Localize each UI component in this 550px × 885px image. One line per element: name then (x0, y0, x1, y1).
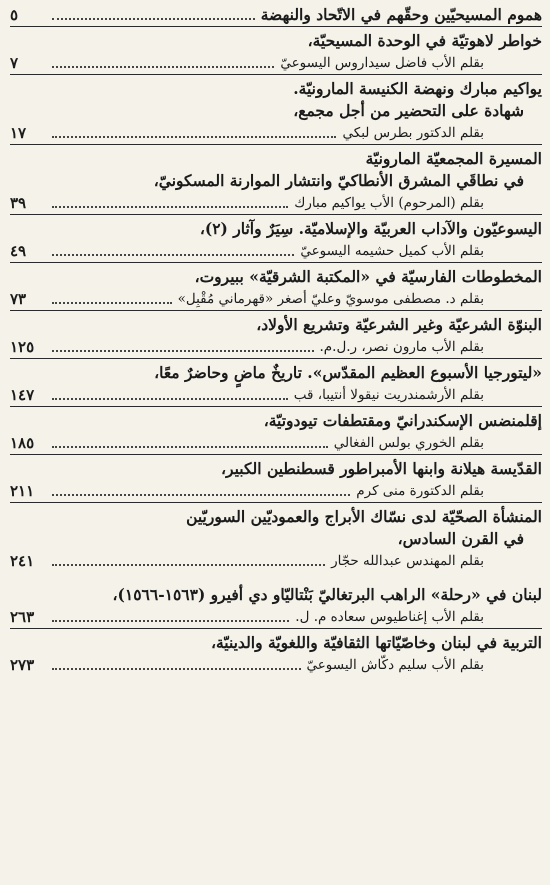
toc-entry (10, 78, 542, 100)
toc-entry (10, 100, 542, 145)
dot-leader (52, 445, 328, 448)
toc-entry (10, 30, 542, 75)
toc-line (10, 4, 542, 26)
entry-title: المسيرة المجمعيّة المارونيّة (365, 149, 542, 168)
toc-entry (10, 266, 542, 311)
page-number: ٤٩ (10, 242, 27, 260)
toc-line (10, 362, 542, 384)
entry-author: بقلم الدكتور بطرس لبكي (342, 125, 484, 141)
toc-line (10, 100, 542, 122)
toc-line (10, 266, 542, 288)
dot-leader (52, 135, 336, 138)
dot-leader (52, 397, 288, 400)
toc-line (10, 148, 542, 170)
toc-line (10, 410, 542, 432)
entry-author: بقلم الأب فاضل سيداروس اليسوعيّ (280, 55, 484, 71)
toc-entry (10, 410, 542, 455)
page-number: ٢٧٣ (10, 656, 35, 674)
entry-title: في نطاقَي المشرق الأنطاكيّ وانتشار الموارنة المسكونيّ، (153, 171, 524, 190)
toc-line (10, 240, 542, 262)
entry-title: شهادة على التحضير من أجل مجمع، (293, 101, 524, 120)
toc-entry (10, 4, 542, 27)
toc-entry (10, 362, 542, 407)
dot-leader (52, 301, 172, 304)
toc-line (10, 432, 542, 454)
toc-line (10, 52, 542, 74)
dot-leader (52, 17, 255, 20)
page-number: ١٧ (10, 124, 27, 142)
dot-leader (52, 65, 274, 68)
toc-entry (10, 148, 542, 170)
entry-title: المخطوطات الفارسيّة في «المكتبة الشرقيّة» ببيروت، (194, 267, 542, 286)
page-number: ٥ (10, 6, 19, 24)
entry-title: القدّيسة هيلانة وابنها الأمبراطور قسطنطين الكبير، (221, 459, 542, 478)
entry-author: بقلم الخوري بولس الفغالي (333, 435, 484, 451)
toc-entry (10, 458, 542, 503)
toc-line (10, 314, 542, 336)
toc-line (10, 584, 542, 606)
toc-line (10, 122, 542, 144)
toc-line (10, 170, 542, 192)
toc-line (10, 192, 542, 214)
toc-line (10, 654, 542, 676)
entry-author: بقلم د. مصطفى موسويّ وعليّ أصغر «قهرماني مُقْبِل» (177, 291, 484, 307)
page-number: ٢٤١ (10, 552, 35, 570)
toc-entry (10, 170, 542, 215)
toc-line (10, 288, 542, 310)
toc-line (10, 480, 542, 502)
dot-leader (52, 619, 289, 622)
toc-line (10, 78, 542, 100)
toc-line (10, 218, 542, 240)
entry-title: «ليتورجيا الأسبوع العظيم المقدّس». تاريخٌ ماضٍ وحاضرٌ معًا، (154, 363, 542, 382)
toc-entry (10, 632, 542, 676)
entry-author: بقلم الأب كميل حشيمه اليسوعيّ (300, 243, 484, 259)
entry-title: التربية في لبنان وخاصّيّاتها الثقافيّة واللغويّة والدينيّة، (210, 633, 542, 652)
page-number: ٧٣ (10, 290, 27, 308)
dot-leader (52, 667, 301, 670)
page-number: ١٤٧ (10, 386, 35, 404)
toc-line (10, 632, 542, 654)
toc-line (10, 458, 542, 480)
entry-title: المنشأة الصحّيّة لدى نسّاك الأبراج والعموديّين السوريّين (186, 507, 542, 526)
toc-entry (10, 506, 542, 572)
entry-title: اليسوعيّون والآداب العربيّة والإسلاميّة. سِيَرٌ وآثار (٢)، (199, 219, 542, 238)
entry-title: في القرن السادس، (397, 529, 524, 548)
page-number: ٣٩ (10, 194, 27, 212)
entry-author: بقلم الدكتورة منى كرم (356, 483, 484, 499)
toc-entry (10, 584, 542, 629)
entry-title: البنوّة الشرعيّة وغير الشرعيّة وتشريع الأولاد، (256, 315, 542, 334)
dot-leader (52, 205, 288, 208)
toc-line (10, 336, 542, 358)
entry-author: بقلم الأرشمندريت نيقولا أنتيبا، قب (293, 387, 484, 403)
toc-line (10, 30, 542, 52)
toc-line (10, 606, 542, 628)
toc-entry (10, 218, 542, 263)
toc-line (10, 528, 542, 550)
entry-title: هموم المسيحيّين وحقّهم في الاتّحاد والنهضة (260, 5, 542, 24)
entry-author: بقلم (المرحوم) الأب يواكيم مبارك (294, 195, 484, 211)
toc-line (10, 506, 542, 528)
dot-leader (52, 349, 314, 352)
toc-line (10, 384, 542, 406)
dot-leader (52, 563, 325, 566)
dot-leader (52, 253, 294, 256)
toc-entry (10, 314, 542, 359)
entry-author: بقلم الأب مارون نصر، ر.ل.م. (319, 339, 484, 355)
page-number: ٧ (10, 54, 19, 72)
page-number: ١٨٥ (10, 434, 35, 452)
entry-title: إقلمنضس الإسكندرانيّ ومقتطفات تيودوتيّة، (263, 411, 542, 430)
page-number: ٢٦٣ (10, 608, 35, 626)
dot-leader (52, 493, 350, 496)
entry-author: بقلم المهندس عبدالله حجّار (331, 553, 484, 569)
page-number: ٢١١ (10, 482, 35, 500)
entry-title: لبنان في «رحلة» الراهب البرتغاليّ بَنْتاليّاو دي أفيرو (١٥٦٣-١٥٦٦)، (112, 585, 542, 604)
page-number: ١٢٥ (10, 338, 35, 356)
entry-author: بقلم الأب سليم دكّاش اليسوعيّ (306, 657, 484, 673)
entry-title: يواكيم مبارك ونهضة الكنيسة المارونيّة. (293, 79, 542, 98)
toc-line (10, 550, 542, 572)
entry-author: بقلم الأب إغناطيوس سعاده م. ل. (295, 609, 484, 625)
entry-title: خواطر لاهوتيّة في الوحدة المسيحيّة، (307, 31, 542, 50)
